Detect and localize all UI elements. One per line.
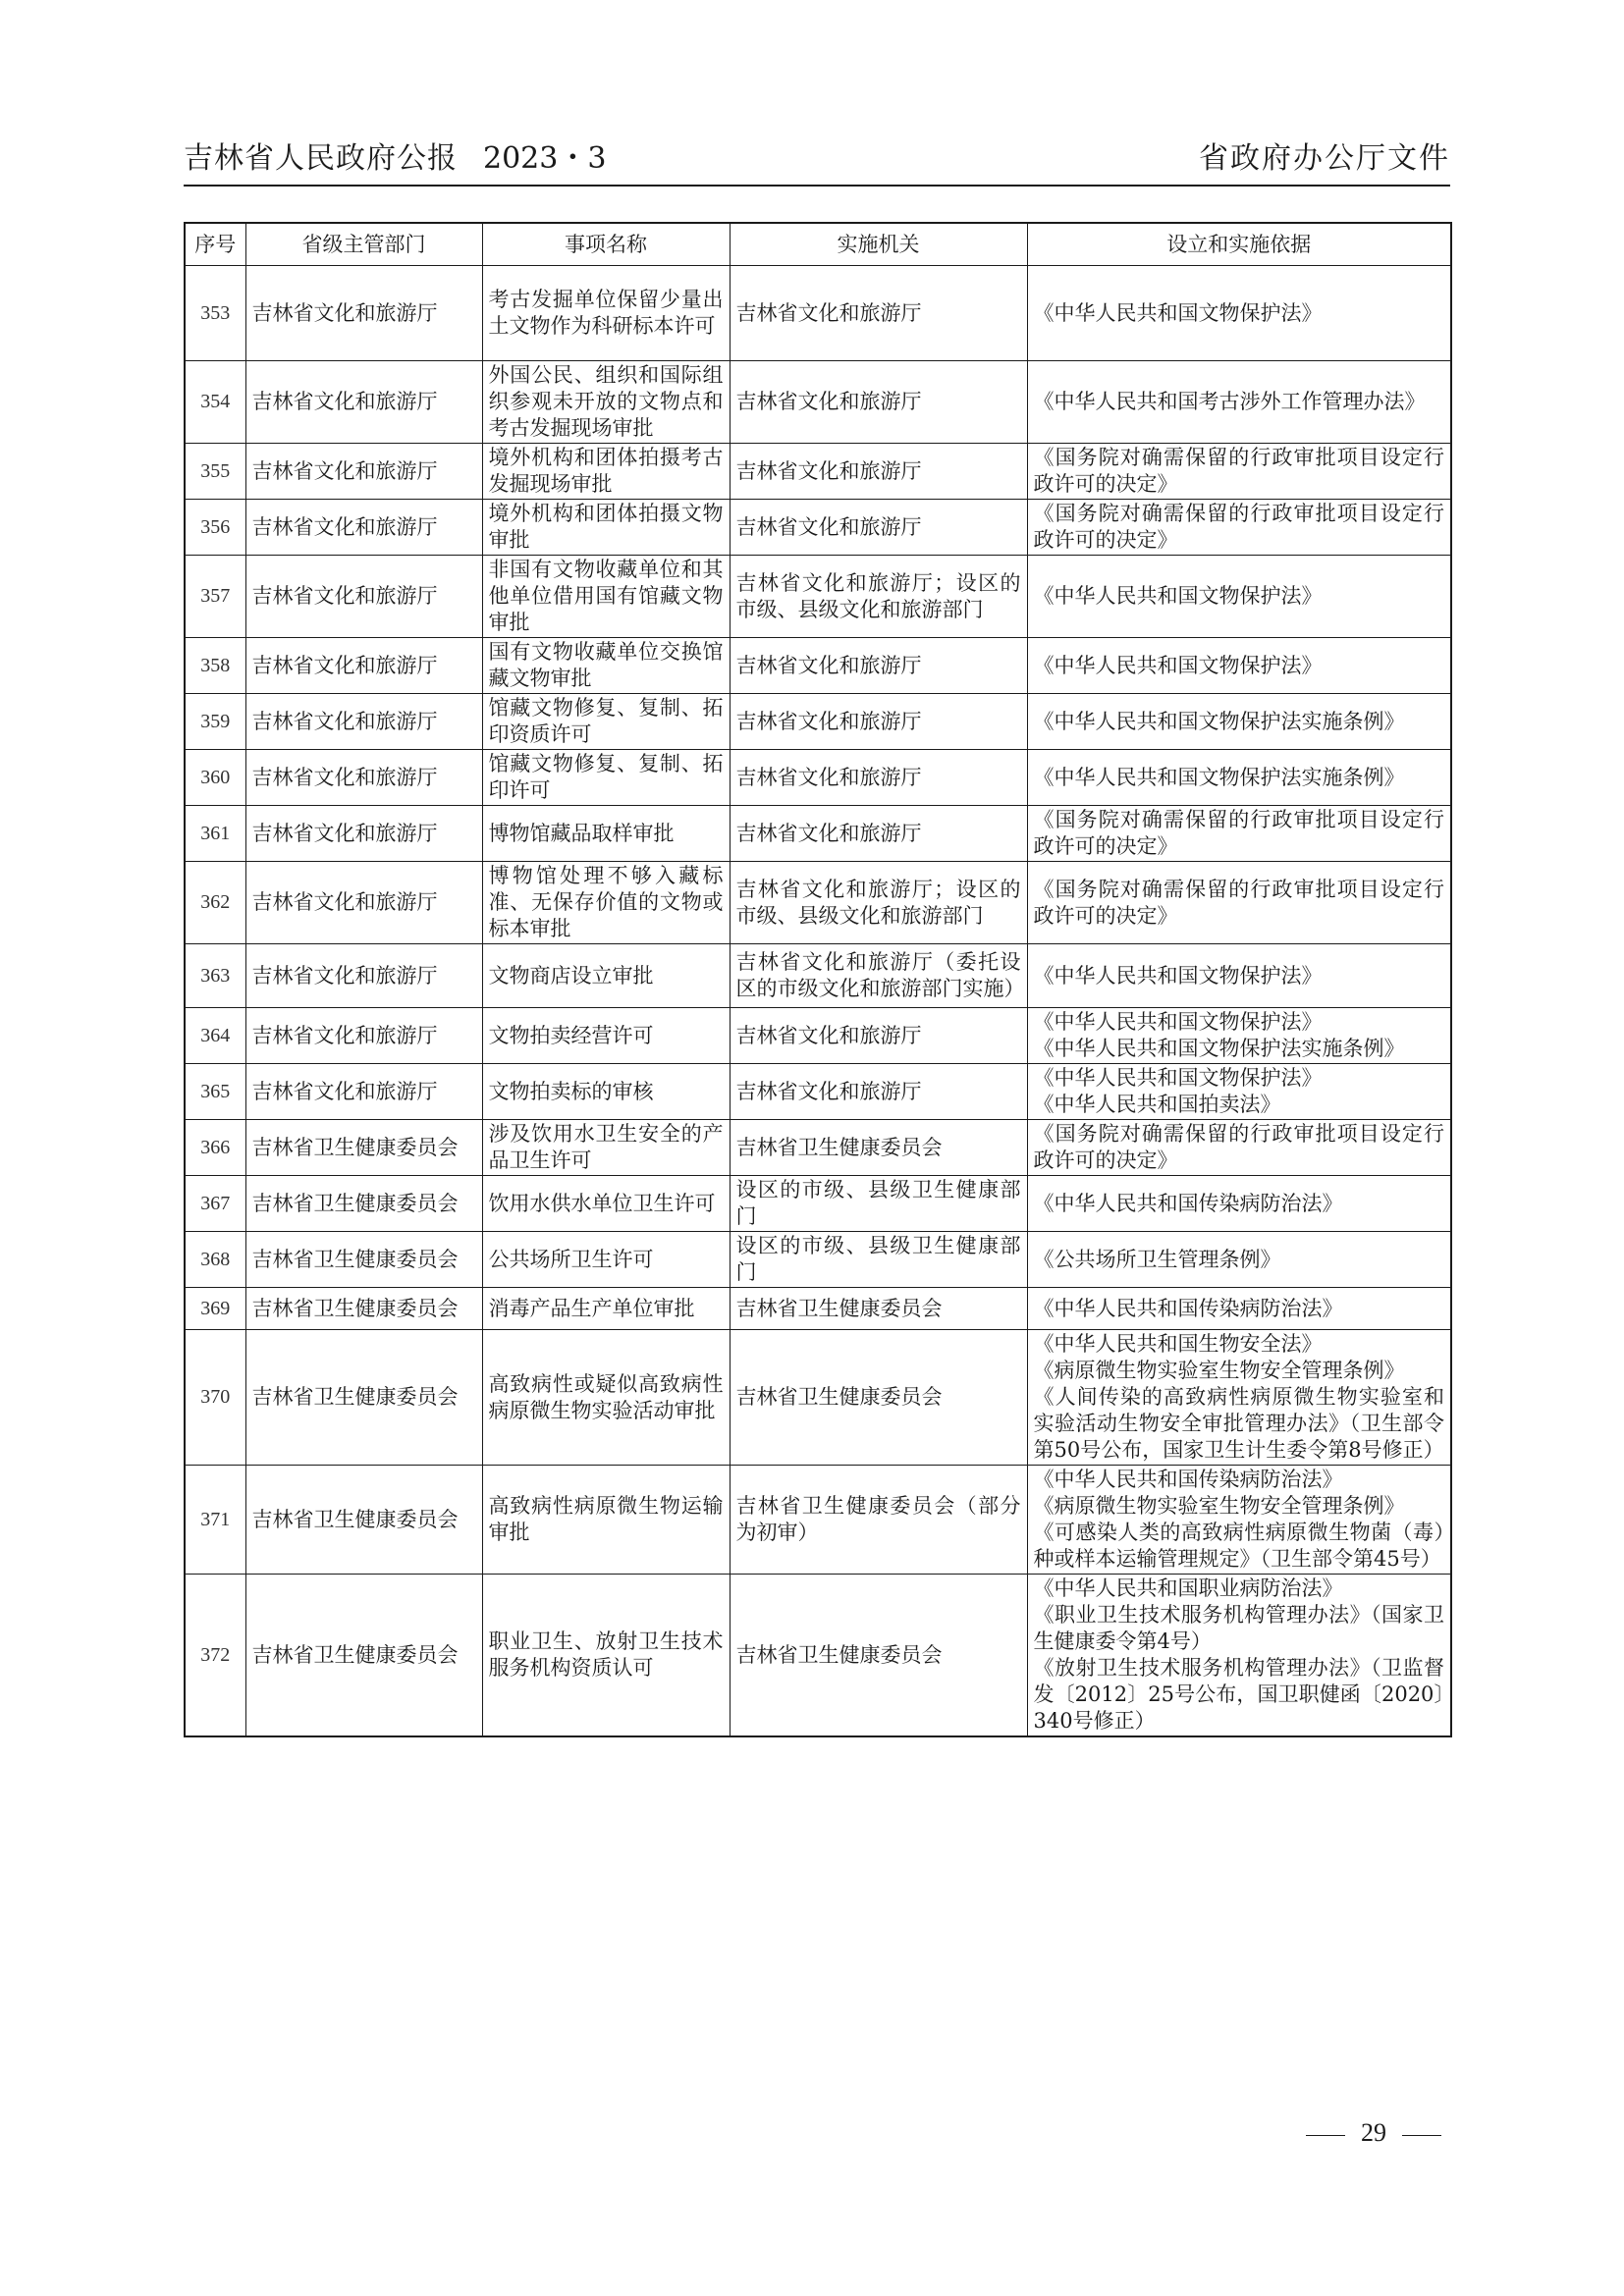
basis-line: 《人间传染的高致病性病原微生物实验室和实验活动生物安全审批管理办法》（卫生部令第50号公布，国家卫生计生委令第8号修正） [1033,1385,1444,1462]
row-item: 外国公民、组织和国际组织参观未开放的文物点和考古发掘现场审批 [482,361,730,444]
row-dept: 吉林省文化和旅游厅 [245,638,482,694]
row-item: 馆藏文物修复、复制、拓印许可 [482,750,730,806]
row-basis [1027,944,1451,1008]
row-agency: 吉林省文化和旅游厅 [730,1008,1027,1064]
row-basis [1027,862,1451,944]
table-row [185,1330,1451,1466]
row-dept: 吉林省文化和旅游厅 [245,1064,482,1120]
row-number: 365 [185,1064,245,1120]
row-agency: 吉林省卫生健康委员会 [730,1120,1027,1176]
basis-line: 《中华人民共和国文物保护法》 [1033,1010,1323,1034]
row-agency: 吉林省文化和旅游厅 [730,750,1027,806]
row-item: 境外机构和团体拍摄考古发掘现场审批 [482,444,730,500]
row-agency: 吉林省卫生健康委员会 [730,1575,1027,1737]
page-footer [1306,2118,1441,2148]
row-item: 公共场所卫生许可 [482,1232,730,1288]
row-number: 361 [185,806,245,862]
row-basis [1027,694,1451,750]
row-basis [1027,1466,1451,1575]
footer-dash-right [1402,2135,1441,2136]
row-dept: 吉林省文化和旅游厅 [245,944,482,1008]
row-dept: 吉林省文化和旅游厅 [245,500,482,556]
basis-line: 《中华人民共和国文物保护法》 [1033,963,1323,988]
row-agency: 设区的市级、县级卫生健康部门 [730,1176,1027,1232]
footer-dash-left [1306,2135,1345,2136]
table-body [185,266,1451,1737]
row-basis [1027,556,1451,638]
issue-number: 2023・3 [483,141,607,176]
page-number: 29 [1361,2118,1386,2147]
table-row [185,500,1451,556]
row-basis [1027,361,1451,444]
basis-line: 《中华人民共和国传染病防治法》 [1033,1296,1343,1320]
row-dept: 吉林省文化和旅游厅 [245,556,482,638]
table-row [185,1232,1451,1288]
row-agency: 吉林省文化和旅游厅 [730,806,1027,862]
row-basis [1027,500,1451,556]
row-item: 馆藏文物修复、复制、拓印资质许可 [482,694,730,750]
row-number: 354 [185,361,245,444]
row-number: 372 [185,1575,245,1737]
table-row [185,862,1451,944]
row-item: 文物商店设立审批 [482,944,730,1008]
row-dept: 吉林省卫生健康委员会 [245,1288,482,1330]
row-dept: 吉林省文化和旅游厅 [245,361,482,444]
table-row [185,1575,1451,1737]
basis-line: 《职业卫生技术服务机构管理办法》（国家卫生健康委令第4号） [1033,1603,1444,1653]
row-basis [1027,266,1451,361]
row-number: 366 [185,1120,245,1176]
row-item: 文物拍卖标的审核 [482,1064,730,1120]
page-header [184,130,1450,187]
row-basis [1027,1008,1451,1064]
row-number: 357 [185,556,245,638]
basis-line: 《中华人民共和国文物保护法》 [1033,653,1323,677]
row-agency: 吉林省文化和旅游厅（委托设区的市级文化和旅游部门实施） [730,944,1027,1008]
table-row [185,694,1451,750]
basis-line: 《公共场所卫生管理条例》 [1033,1247,1281,1271]
basis-line: 《国务院对确需保留的行政审批项目设定行政许可的决定》 [1033,877,1444,928]
row-number: 364 [185,1008,245,1064]
basis-line: 《可感染人类的高致病性病原微生物菌（毒）种或样本运输管理规定》（卫生部令第45号） [1033,1521,1444,1571]
row-item: 饮用水供水单位卫生许可 [482,1176,730,1232]
basis-line: 《中华人民共和国传染病防治法》 [1033,1191,1343,1215]
row-number: 370 [185,1330,245,1466]
row-agency: 吉林省文化和旅游厅；设区的市级、县级文化和旅游部门 [730,556,1027,638]
row-number: 356 [185,500,245,556]
col-header-no: 序号 [185,223,245,266]
row-item: 非国有文物收藏单位和其他单位借用国有馆藏文物审批 [482,556,730,638]
row-basis [1027,806,1451,862]
row-dept: 吉林省卫生健康委员会 [245,1232,482,1288]
section-title: 省政府办公厅文件 [1199,141,1450,176]
row-item: 境外机构和团体拍摄文物审批 [482,500,730,556]
basis-line: 《放射卫生技术服务机构管理办法》（卫监督发〔2012〕25号公布，国卫职健函〔2020〕340号修正） [1033,1656,1444,1733]
table-row [185,1064,1451,1120]
row-agency: 吉林省文化和旅游厅 [730,694,1027,750]
row-agency: 吉林省文化和旅游厅 [730,361,1027,444]
row-number: 369 [185,1288,245,1330]
basis-line: 《国务院对确需保留的行政审批项目设定行政许可的决定》 [1033,502,1444,552]
row-basis [1027,1288,1451,1330]
row-number: 359 [185,694,245,750]
table-row [185,1008,1451,1064]
row-dept: 吉林省卫生健康委员会 [245,1575,482,1737]
row-basis [1027,1232,1451,1288]
basis-line: 《中华人民共和国考古涉外工作管理办法》 [1033,390,1426,413]
publication-name: 吉林省人民政府公报 [184,141,458,176]
basis-line: 《中华人民共和国文物保护法实施条例》 [1033,765,1405,789]
table-row [185,444,1451,500]
row-number: 371 [185,1466,245,1575]
basis-line: 《国务院对确需保留的行政审批项目设定行政许可的决定》 [1033,1122,1444,1172]
row-item: 国有文物收藏单位交换馆藏文物审批 [482,638,730,694]
row-dept: 吉林省文化和旅游厅 [245,444,482,500]
col-header-dept: 省级主管部门 [245,223,482,266]
row-dept: 吉林省文化和旅游厅 [245,750,482,806]
row-agency: 吉林省文化和旅游厅 [730,500,1027,556]
row-basis [1027,638,1451,694]
row-number: 362 [185,862,245,944]
table-row [185,556,1451,638]
row-number: 367 [185,1176,245,1232]
row-item: 职业卫生、放射卫生技术服务机构资质认可 [482,1575,730,1737]
basis-line: 《国务院对确需保留的行政审批项目设定行政许可的决定》 [1033,808,1444,858]
row-agency: 吉林省文化和旅游厅 [730,266,1027,361]
col-header-agency: 实施机关 [730,223,1027,266]
row-basis [1027,444,1451,500]
row-item: 博物馆藏品取样审批 [482,806,730,862]
row-basis [1027,1176,1451,1232]
row-dept: 吉林省文化和旅游厅 [245,806,482,862]
basis-line: 《中华人民共和国拍卖法》 [1033,1093,1281,1116]
basis-line: 《中华人民共和国生物安全法》 [1033,1332,1323,1356]
row-basis [1027,1330,1451,1466]
row-number: 363 [185,944,245,1008]
row-agency: 吉林省文化和旅游厅；设区的市级、县级文化和旅游部门 [730,862,1027,944]
row-dept: 吉林省文化和旅游厅 [245,1008,482,1064]
row-agency: 吉林省文化和旅游厅 [730,444,1027,500]
row-item: 文物拍卖经营许可 [482,1008,730,1064]
row-item: 高致病性或疑似高致病性病原微生物实验活动审批 [482,1330,730,1466]
row-basis [1027,1575,1451,1737]
row-basis [1027,1120,1451,1176]
row-item: 高致病性病原微生物运输审批 [482,1466,730,1575]
row-agency: 设区的市级、县级卫生健康部门 [730,1232,1027,1288]
row-item: 消毒产品生产单位审批 [482,1288,730,1330]
basis-line: 《国务院对确需保留的行政审批项目设定行政许可的决定》 [1033,446,1444,496]
row-dept: 吉林省卫生健康委员会 [245,1176,482,1232]
row-dept: 吉林省文化和旅游厅 [245,862,482,944]
table-row [185,806,1451,862]
row-dept: 吉林省卫生健康委员会 [245,1466,482,1575]
row-agency: 吉林省文化和旅游厅 [730,638,1027,694]
row-item: 涉及饮用水卫生安全的产品卫生许可 [482,1120,730,1176]
row-agency: 吉林省卫生健康委员会 [730,1330,1027,1466]
table-row [185,1176,1451,1232]
approval-items-table [184,222,1452,1737]
row-agency: 吉林省卫生健康委员会 [730,1288,1027,1330]
table-header-row [185,223,1451,266]
row-agency: 吉林省卫生健康委员会（部分为初审） [730,1466,1027,1575]
row-item: 考古发掘单位保留少量出土文物作为科研标本许可 [482,266,730,361]
col-header-item: 事项名称 [482,223,730,266]
table-row [185,1288,1451,1330]
basis-line: 《中华人民共和国文物保护法》 [1033,1066,1323,1090]
row-number: 368 [185,1232,245,1288]
row-dept: 吉林省卫生健康委员会 [245,1330,482,1466]
basis-line: 《中华人民共和国职业病防治法》 [1033,1576,1343,1600]
basis-line: 《病原微生物实验室生物安全管理条例》 [1033,1359,1405,1382]
row-basis [1027,750,1451,806]
table-row [185,944,1451,1008]
row-number: 358 [185,638,245,694]
header-rule [184,185,1450,187]
table-row [185,1466,1451,1575]
basis-line: 《中华人民共和国传染病防治法》 [1033,1468,1343,1491]
publication-title [184,133,606,177]
basis-line: 《中华人民共和国文物保护法实施条例》 [1033,709,1405,733]
table-row [185,1120,1451,1176]
row-dept: 吉林省文化和旅游厅 [245,266,482,361]
row-dept: 吉林省文化和旅游厅 [245,694,482,750]
table-row [185,750,1451,806]
basis-line: 《中华人民共和国文物保护法实施条例》 [1033,1037,1405,1060]
basis-line: 《中华人民共和国文物保护法》 [1033,584,1323,608]
table-row [185,638,1451,694]
row-agency: 吉林省文化和旅游厅 [730,1064,1027,1120]
row-number: 355 [185,444,245,500]
col-header-basis: 设立和实施依据 [1027,223,1451,266]
row-item: 博物馆处理不够入藏标准、无保存价值的文物或标本审批 [482,862,730,944]
row-number: 353 [185,266,245,361]
table-row [185,361,1451,444]
row-basis [1027,1064,1451,1120]
basis-line: 《病原微生物实验室生物安全管理条例》 [1033,1494,1405,1518]
basis-line: 《中华人民共和国文物保护法》 [1033,300,1323,325]
row-number: 360 [185,750,245,806]
table-row [185,266,1451,361]
row-dept: 吉林省卫生健康委员会 [245,1120,482,1176]
